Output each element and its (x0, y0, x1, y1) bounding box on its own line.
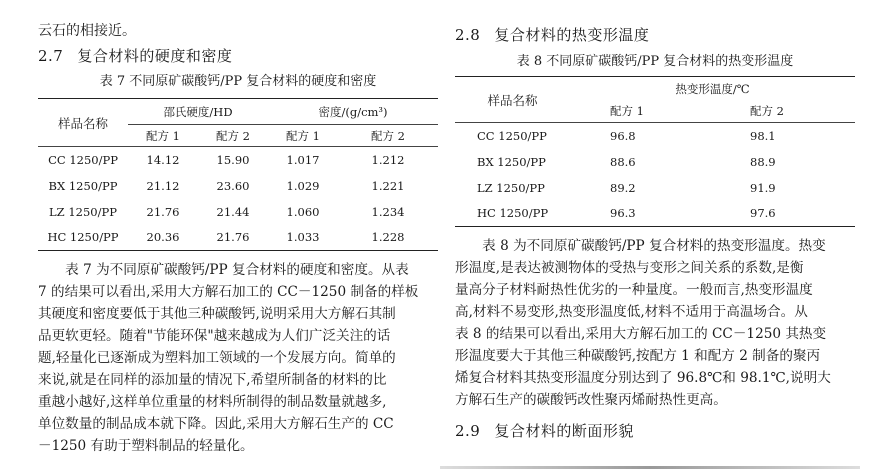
paragraph-line: 方解石生产的碳酸钙改性聚丙烯耐热性更高。 (455, 392, 727, 408)
paragraph-line: 表 8 为不同原矿碳酸钙/PP 复合材料的热变形温度。热变 (455, 238, 826, 254)
cell-value: 1.017 (286, 152, 320, 167)
cell-value: 1.234 (371, 204, 405, 219)
paragraph-line: 形温度,是表达被测物体的受热与变形之间关系的系数,是衡 (455, 260, 804, 276)
cell-value: 15.90 (216, 152, 250, 167)
sub-header: 配方 1 (286, 128, 320, 143)
cell-value: 96.8 (610, 128, 636, 143)
cell-value: 1.221 (371, 178, 405, 193)
table-8-caption: 表 8 不同原矿碳酸钙/PP 复合材料的热变形温度 (516, 54, 794, 69)
cell-value: 89.2 (610, 180, 636, 195)
cell-value: 21.44 (216, 204, 250, 219)
table-8 (455, 76, 855, 227)
cell-value: 91.9 (750, 180, 776, 195)
section-number: 2.7 (38, 47, 64, 65)
col-header-sample: 样品名称 (455, 77, 570, 123)
col-group-density: 密度/(g/cm³) (268, 99, 438, 125)
sub-header: 配方 2 (750, 104, 784, 119)
table-7-caption: 表 7 不同原矿碳酸钙/PP 复合材料的硬度和密度 (99, 74, 377, 89)
cell-value: 1.212 (371, 152, 405, 167)
cell-sample: CC 1250/PP (477, 128, 547, 143)
table-row (38, 225, 438, 251)
cell-value: 96.3 (610, 206, 636, 221)
cell-value: 21.12 (146, 178, 180, 193)
paragraph-line: 表 8 的结果可以看出,采用大方解石加工的 CC－1250 其热变 (455, 326, 827, 342)
cell-value: 98.1 (750, 128, 776, 143)
cell-value: 1.060 (286, 204, 320, 219)
cell-sample: LZ 1250/PP (49, 204, 117, 219)
cell-value: 21.76 (146, 204, 180, 219)
scan-bottom-edge (440, 466, 860, 469)
paragraph-line: 表 7 为不同原矿碳酸钙/PP 复合材料的硬度和密度。从表 (38, 262, 409, 278)
paragraph-table-8 (455, 235, 855, 411)
cell-value: 20.36 (146, 230, 180, 245)
section-heading-2-8 (455, 24, 649, 45)
section-heading-2-9 (455, 420, 634, 441)
paragraph-line: 来说,就是在同样的添加量的情况下,希望所制备的材料的比 (38, 372, 387, 388)
cell-sample: HC 1250/PP (47, 230, 119, 245)
cell-sample: BX 1250/PP (48, 178, 118, 193)
sub-header: 配方 2 (371, 128, 405, 143)
cell-value: 97.6 (750, 206, 776, 221)
table-row (38, 173, 438, 199)
table-row (455, 175, 855, 201)
sub-header: 配方 1 (610, 104, 644, 119)
cell-value: 23.60 (216, 178, 250, 193)
cell-sample: CC 1250/PP (48, 152, 118, 167)
cell-sample: HC 1250/PP (477, 206, 549, 221)
table-7 (38, 98, 438, 251)
sub-header: 配方 2 (216, 128, 250, 143)
table-row (455, 123, 855, 149)
cell-value: 88.6 (610, 154, 636, 169)
intro-line: 云石的相接近。 (38, 23, 136, 39)
table-row (38, 147, 438, 173)
paragraph-table-7 (38, 259, 438, 457)
paragraph-line: －1250 有助于塑料制品的轻量化。 (38, 438, 254, 454)
cell-value: 21.76 (216, 230, 250, 245)
paragraph-line: 单位数量的制品成本就下降。因此,采用大方解石生产的 CC (38, 416, 394, 432)
paragraph-line: 烯复合材料其热变形温度分别达到了 96.8℃和 98.1℃,说明大 (455, 370, 831, 386)
cell-value: 14.12 (146, 152, 180, 167)
col-group-hardness: 邵氏硬度/HD (128, 99, 268, 125)
table-row (455, 201, 855, 227)
table-row (38, 199, 438, 225)
cell-sample: BX 1250/PP (477, 154, 546, 169)
col-header-sample: 样品名称 (38, 99, 128, 147)
table-row (455, 149, 855, 175)
paragraph-line: 题,轻量化已逐渐成为塑料加工领域的一个发展方向。简单的 (38, 350, 396, 366)
paragraph-line: 重越小越好,这样单位重量的材料所制得的制品数量就越多, (38, 394, 387, 410)
cell-sample: LZ 1250/PP (477, 180, 545, 195)
paragraph-line: 其硬度和密度要低于其他三种碳酸钙,说明采用大方解石其制 (38, 306, 396, 322)
section-title: 复合材料的热变形温度 (494, 26, 650, 44)
cell-value: 1.029 (286, 178, 320, 193)
section-title: 复合材料的硬度和密度 (77, 47, 233, 65)
cell-value: 1.033 (286, 230, 320, 245)
section-heading-2-7 (38, 45, 232, 66)
paragraph-line: 7 的结果可以看出,采用大方解石加工的 CC－1250 制备的样板 (38, 284, 419, 300)
section-number: 2.8 (455, 26, 481, 44)
col-group-hdt: 热变形温度/℃ (675, 81, 750, 96)
paragraph-line: 形温度要大于其他三种碳酸钙,按配方 1 和配方 2 制备的聚丙 (455, 348, 821, 364)
section-number: 2.9 (455, 422, 481, 440)
section-title: 复合材料的断面形貌 (494, 422, 634, 440)
sub-header: 配方 1 (146, 128, 180, 143)
paragraph-line: 量高分子材料耐热性优劣的一种量度。一般而言,热变形温度 (455, 282, 813, 298)
paragraph-line: 高,材料不易变形,热变形温度低,材料不适用于高温场合。从 (455, 304, 808, 320)
cell-value: 88.9 (750, 154, 776, 169)
paragraph-line: 品更软更轻。随着"节能环保"越来越成为人们广泛关注的话 (38, 328, 391, 344)
cell-value: 1.228 (371, 230, 405, 245)
